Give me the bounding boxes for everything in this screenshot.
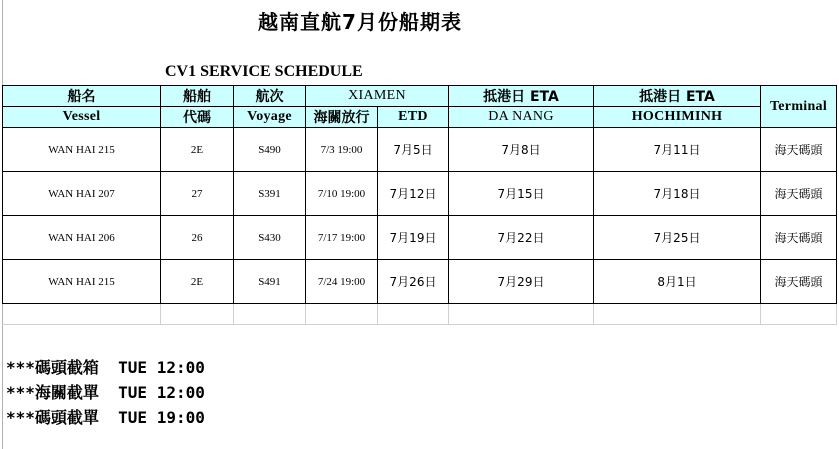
release-cell: 7/10 19:00 xyxy=(306,172,378,216)
header-etd: ETD xyxy=(378,107,449,128)
etd-cell: 7月5日 xyxy=(378,128,449,172)
danang-cell: 7月22日 xyxy=(449,216,594,260)
header-voyage-en: Voyage xyxy=(234,107,306,128)
header-vessel-zh: 船名 xyxy=(3,86,161,107)
header-row-2 xyxy=(3,107,837,128)
empty-cell xyxy=(234,304,306,325)
hcm-cell: 7月11日 xyxy=(594,128,761,172)
empty-row xyxy=(3,304,837,325)
note-line: ***碼頭截箱 TUE 12:00 xyxy=(6,358,205,377)
header-voyage-zh: 航次 xyxy=(234,86,306,107)
release-cell: 7/3 19:00 xyxy=(306,128,378,172)
schedule-table xyxy=(2,85,837,325)
code-cell: 26 xyxy=(161,216,234,260)
empty-cell xyxy=(594,304,761,325)
empty-cell xyxy=(161,304,234,325)
etd-cell: 7月19日 xyxy=(378,216,449,260)
hcm-cell: 8月1日 xyxy=(594,260,761,304)
empty-cell xyxy=(378,304,449,325)
etd-cell: 7月26日 xyxy=(378,260,449,304)
empty-cell xyxy=(761,304,837,325)
empty-cell xyxy=(3,304,161,325)
vessel-cell: WAN HAI 215 xyxy=(3,128,161,172)
page-title: 越南直航7月份船期表 xyxy=(258,10,462,34)
note-line: ***海關截單 TUE 12:00 xyxy=(6,383,205,402)
header-eta-hcm: 抵港日 ETA xyxy=(594,86,761,107)
header-eta-danang: 抵港日 ETA xyxy=(449,86,594,107)
header-vessel-en: Vessel xyxy=(3,107,161,128)
danang-cell: 7月15日 xyxy=(449,172,594,216)
code-cell: 2E xyxy=(161,128,234,172)
terminal-cell: 海天碼頭 xyxy=(761,216,837,260)
empty-cell xyxy=(306,304,378,325)
hcm-cell: 7月25日 xyxy=(594,216,761,260)
header-danang: DA NANG xyxy=(449,107,594,128)
header-customs-release: 海關放行 xyxy=(306,107,378,128)
table-row xyxy=(3,128,837,172)
schedule-subtitle: CV1 SERVICE SCHEDULE xyxy=(165,63,363,80)
empty-cell xyxy=(449,304,594,325)
cutoff-notes xyxy=(6,355,205,430)
header-code-zh-top: 船舶 xyxy=(161,86,234,107)
header-row-1 xyxy=(3,86,837,107)
release-cell: 7/24 19:00 xyxy=(306,260,378,304)
table-row xyxy=(3,172,837,216)
terminal-cell: 海天碼頭 xyxy=(761,128,837,172)
header-terminal: Terminal xyxy=(761,86,837,128)
terminal-cell: 海天碼頭 xyxy=(761,172,837,216)
vessel-cell: WAN HAI 207 xyxy=(3,172,161,216)
header-xiamen: XIAMEN xyxy=(306,86,449,107)
voyage-cell: S430 xyxy=(234,216,306,260)
note-line: ***碼頭截單 TUE 19:00 xyxy=(6,408,205,427)
header-hochiminh: HOCHIMINH xyxy=(594,107,761,128)
terminal-cell: 海天碼頭 xyxy=(761,260,837,304)
hcm-cell: 7月18日 xyxy=(594,172,761,216)
table-row xyxy=(3,216,837,260)
header-code-zh-bottom: 代碼 xyxy=(161,107,234,128)
code-cell: 27 xyxy=(161,172,234,216)
voyage-cell: S391 xyxy=(234,172,306,216)
danang-cell: 7月29日 xyxy=(449,260,594,304)
release-cell: 7/17 19:00 xyxy=(306,216,378,260)
vessel-cell: WAN HAI 215 xyxy=(3,260,161,304)
code-cell: 2E xyxy=(161,260,234,304)
danang-cell: 7月8日 xyxy=(449,128,594,172)
etd-cell: 7月12日 xyxy=(378,172,449,216)
table-row xyxy=(3,260,837,304)
voyage-cell: S490 xyxy=(234,128,306,172)
vessel-cell: WAN HAI 206 xyxy=(3,216,161,260)
voyage-cell: S491 xyxy=(234,260,306,304)
